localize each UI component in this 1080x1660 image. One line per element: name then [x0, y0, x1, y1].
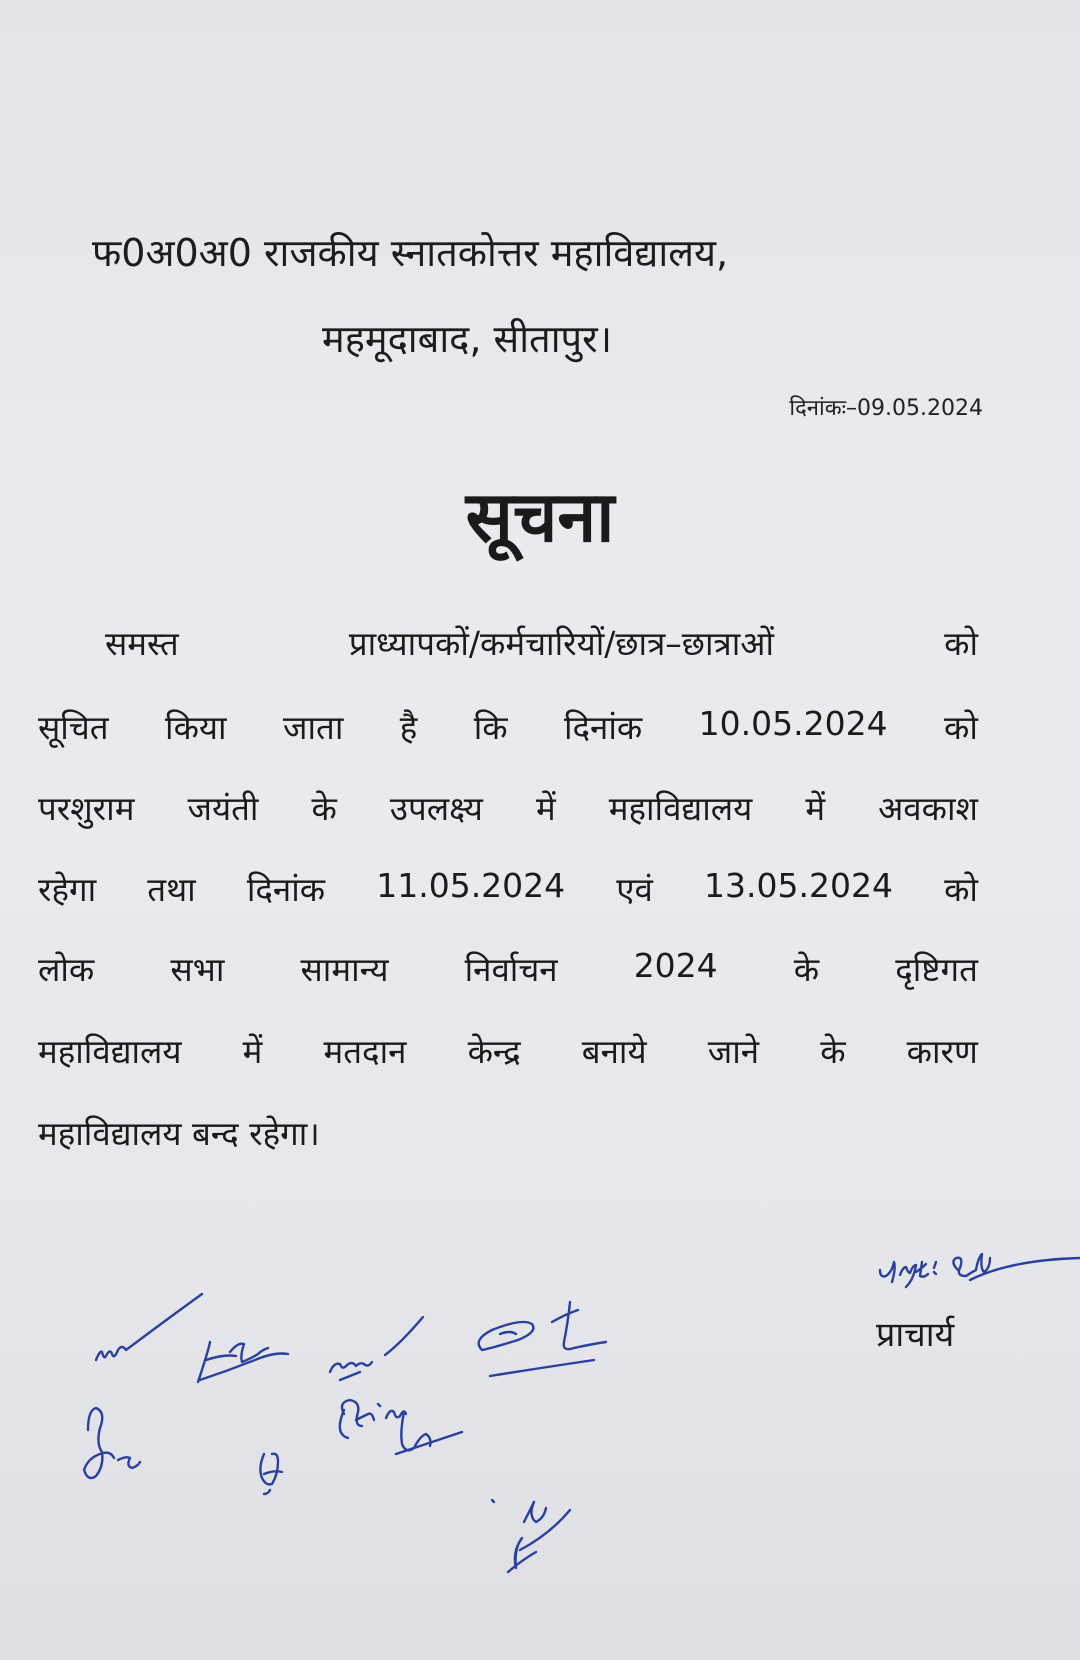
body-word: किया — [165, 708, 227, 747]
body-word: में — [805, 789, 826, 828]
body-word: केन्द्र — [467, 1032, 521, 1071]
body-word: दिनांक — [563, 708, 643, 747]
body-word: जयंती — [187, 789, 259, 828]
principal-title: प्राचार्य — [876, 1315, 955, 1355]
body-word: दृष्टिगत — [895, 950, 978, 989]
staff-signatures — [84, 1294, 606, 1572]
body-word: बनाये — [581, 1032, 647, 1071]
notice-date: दिनांकः–09.05.2024 — [789, 396, 983, 421]
notice-heading: सूचना — [465, 476, 615, 558]
body-word: तथा — [147, 870, 196, 909]
body-word: को — [944, 870, 978, 909]
body-word: सूचित — [38, 708, 109, 747]
body-word: सामान्य — [300, 950, 389, 989]
body-word: सभा — [170, 950, 225, 989]
body-word: 2024 — [633, 946, 718, 985]
body-word: है — [399, 708, 418, 747]
body-word: 11.05.2024 — [376, 866, 566, 905]
body-word: जाता — [282, 708, 344, 747]
body-word: अवकाश — [878, 789, 978, 828]
body-word: महाविद्यालय — [38, 1032, 182, 1071]
body-word: 10.05.2024 — [698, 704, 888, 743]
body-word: जाने — [707, 1032, 760, 1071]
institution-name: फ0अ0अ0 राजकीय स्नातकोत्तर महाविद्यालय, — [92, 231, 729, 275]
body-word: के — [793, 950, 820, 989]
body-word: महाविद्यालय — [608, 789, 753, 828]
body-word: प्राध्यापकों/कर्मचारियों/छात्र–छात्राओं — [348, 624, 774, 663]
body-word: समस्त — [105, 624, 179, 663]
body-word: के — [311, 789, 337, 828]
body-word: मतदान — [323, 1032, 407, 1071]
body-word: कारण — [906, 1032, 978, 1071]
body-word: रहेगा — [38, 870, 97, 909]
institution-location: महमूदाबाद, सीतापुर। — [322, 317, 613, 361]
body-word: उपलक्ष्य — [389, 789, 483, 828]
body-word: को — [944, 708, 978, 747]
body-word: में — [535, 789, 556, 828]
body-word: कि — [473, 708, 508, 747]
body-word: निर्वाचन — [464, 950, 558, 989]
body-word: को — [944, 624, 978, 663]
body-word: के — [820, 1032, 846, 1071]
body-word: महाविद्यालय बन्द रहेगा। — [38, 1114, 320, 1153]
body-word: दिनांक — [246, 870, 326, 909]
body-word: लोक — [38, 950, 95, 989]
body-word: एवं — [616, 870, 653, 909]
body-word: में — [242, 1032, 263, 1071]
body-word: परशुराम — [38, 789, 135, 828]
body-word: 13.05.2024 — [704, 866, 893, 905]
